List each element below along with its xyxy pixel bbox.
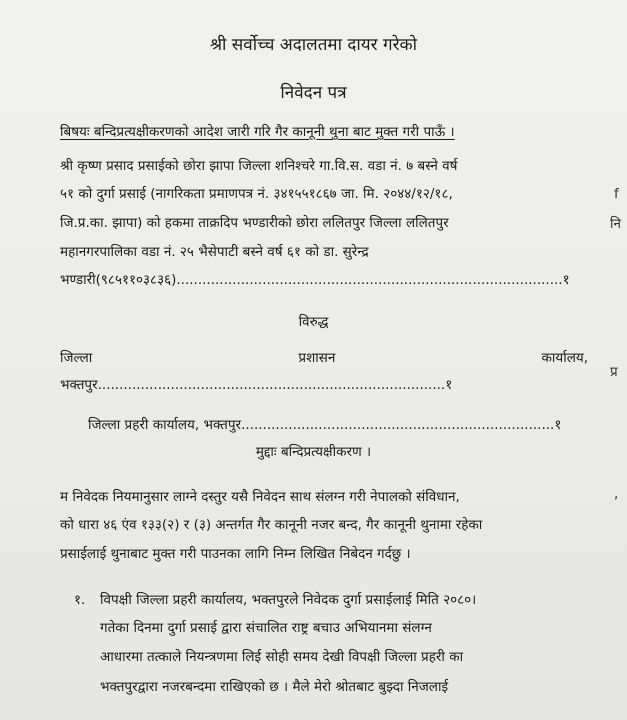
subject-line: बिषयः बन्दिप्रत्यक्षीकरणको आदेश जारी गरि गैर कानूनी थुना बाट मुक्त गरी पाऊँ ।: [60, 124, 455, 140]
respondent-1-line-1: [60, 349, 588, 367]
item-1-line-4: भक्तपुरद्वारा नजरबन्दमा राखिएको छ । मैले मेरो श्रोतबाट बुझ्दा निजलाई: [100, 679, 449, 695]
case-subject: मुद्दाः बन्दिप्रत्यक्षीकरण ।: [255, 444, 372, 460]
respondent-1-word-2: प्रशासन: [298, 350, 336, 366]
respondent-2-line: जिल्ला प्रहरी कार्यालय, भक्तपुर.........................................................................१: [88, 417, 562, 433]
intro-line-2: को धारा ४६ एंव १३३(२) र (३) अन्तर्गत गैर कानूनी नजर बन्द, गैर कानूनी थुनामा रहेका: [60, 517, 483, 533]
edge-fragment-4: ,: [614, 486, 619, 502]
petitioner-line-1: श्री कृष्ण प्रसाद प्रसाईको छोरा झापा जिल्ला शनिश्चरे गा.वि.स. वडा नं. ७ बस्ने वर्ष: [60, 158, 458, 174]
header-line: श्री सर्वोच्च अदालतमा दायर गरेको: [209, 35, 418, 55]
edge-fragment-3: प्र: [610, 364, 618, 380]
item-1-line-3: आधारमा तत्काले नियन्त्रणमा लिई सोही समय देखी विपक्षी जिल्ला प्रहरी का: [100, 649, 464, 665]
petitioner-line-3: जि.प्र.का. झापा) को हकमा ताक्रदिप भण्डारीको छोरा ललितपुर जिल्ला ललितपुर: [60, 215, 449, 231]
petitioner-line-4: महानगरपालिका वडा नं. २५ भैसेपाटी बस्ने वर्ष ६१ को डा. सुरेन्द्र: [60, 244, 369, 260]
versus-label: विरुद्ध: [298, 314, 329, 330]
intro-line-1: म निवेदक नियमानुसार लाग्ने दस्तुर यसै निवेदन साथ संलग्न गरी नेपालको संविधान,: [60, 489, 460, 505]
document-title: निवेदन पत्र: [280, 83, 347, 103]
respondent-1-line-2: भक्तपुर.................................................................................१: [60, 377, 453, 393]
petitioner-line-2: ५१ को दुर्गा प्रसाई (नागरिकता प्रमाणपत्र नं. ३४१५५१८६७ जा. मि. २०४४/१२/१८,: [60, 186, 453, 202]
edge-fragment-1: f: [614, 186, 619, 202]
item-1-line-1: विपक्षी जिल्ला प्रहरी कार्यालय, भक्तपुरले निवेदक दुर्गा प्रसाईलाई मिति २०८०।: [100, 592, 477, 608]
petitioner-line-5: भण्डारी(९८५११०३८३६)..........................................................................................१: [60, 272, 570, 288]
respondent-1-word-3: कार्यालय,: [541, 350, 588, 366]
intro-line-3: प्रसाईलाई थुनाबाट मुक्त गरी पाउनका लागि निम्न लिखित निबेदन गर्दछु ।: [60, 546, 411, 562]
item-1-line-2: गतेका दिनमा दुर्गा प्रसाई द्वारा संचालित राष्ट्र बचाउ अभियानमा संलग्न: [100, 620, 432, 636]
respondent-1-word-1: जिल्ला: [60, 350, 93, 366]
edge-fragment-2: नि: [610, 216, 621, 232]
item-1-number: १.: [74, 592, 86, 608]
